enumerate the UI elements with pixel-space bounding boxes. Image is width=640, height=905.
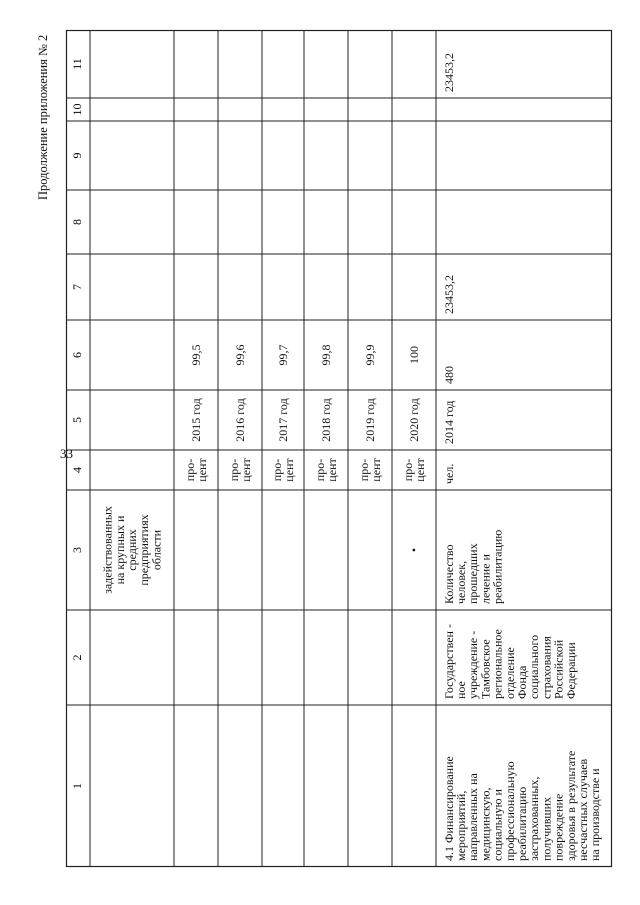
- executor-name: региональное: [490, 629, 505, 699]
- year: [189, 398, 203, 441]
- column-number: 4: [69, 467, 84, 473]
- executor-name: страхования: [539, 636, 554, 699]
- unit: про-: [400, 458, 415, 482]
- column-number: 1: [69, 783, 84, 789]
- year: 2016 год: [233, 398, 247, 442]
- column-number: 5: [69, 417, 84, 423]
- column-number: 7: [69, 284, 84, 290]
- executor-name: учреждение -: [466, 630, 481, 699]
- value: 99,9: [363, 344, 377, 366]
- value: 480: [441, 366, 456, 384]
- event-name: мероприятий,: [453, 790, 468, 861]
- value: 99,5: [189, 344, 203, 366]
- year: 2015 год: [189, 398, 203, 442]
- column-number: 10: [69, 103, 84, 116]
- unit: про-: [312, 458, 327, 482]
- value: [407, 346, 421, 364]
- column-number: 6: [69, 352, 84, 358]
- executor-name: Государствен -: [441, 624, 456, 699]
- executor-name: Федерации: [563, 642, 578, 699]
- event-name: 4.1 Финансирование: [441, 756, 456, 861]
- unit: [270, 458, 296, 482]
- indicator-name: средних: [125, 529, 139, 571]
- funding: 23453,2: [441, 275, 456, 314]
- year: 2017 год: [276, 398, 290, 442]
- unit: про-: [182, 458, 197, 482]
- executor-name: Тамбовское: [478, 639, 493, 699]
- event-name: застрахованных,: [527, 776, 542, 861]
- rotated-table: [66, 30, 612, 867]
- value: 99,6: [233, 344, 247, 366]
- unit: цент: [413, 458, 428, 482]
- unit: цент: [369, 458, 384, 482]
- unit: про-: [356, 458, 371, 482]
- unit: цент: [325, 458, 340, 482]
- executor-name: социального: [527, 634, 542, 699]
- year: [319, 398, 333, 441]
- year: [363, 398, 377, 441]
- year: 2018 год: [319, 398, 333, 442]
- executor-name: ное: [453, 681, 468, 699]
- year: [442, 401, 456, 444]
- unit: чел.: [441, 463, 456, 484]
- page-number: 33: [60, 446, 73, 461]
- value: [276, 345, 290, 366]
- event-name: профессиональную: [502, 761, 517, 861]
- unit: [313, 458, 339, 482]
- indicator-name: на крупных и: [112, 515, 127, 585]
- indicator-name: области: [149, 529, 164, 571]
- value: [233, 345, 247, 366]
- event-name: повреждение: [551, 793, 566, 861]
- executor-name: Российской: [551, 639, 566, 699]
- funding-total: 23453,2: [441, 53, 456, 92]
- indicator-name: [407, 548, 421, 552]
- year: 2019 год: [363, 398, 377, 442]
- executor-name: Фонда: [514, 665, 529, 699]
- year: [407, 398, 421, 441]
- year: 2020 год: [407, 398, 421, 442]
- indicator-name: человек,: [453, 560, 468, 604]
- unit: про-: [226, 458, 241, 482]
- year: [276, 398, 290, 441]
- unit: [442, 464, 456, 484]
- event-name: медицинскую,: [478, 787, 493, 861]
- event-name: реабилитацию: [514, 786, 529, 861]
- year: 2014 год: [441, 400, 456, 444]
- unit: [227, 458, 253, 482]
- unit: цент: [282, 458, 297, 482]
- column-number: 8: [69, 219, 84, 225]
- value: [363, 345, 377, 366]
- event-name: получивших: [539, 796, 554, 861]
- value: 100: [407, 346, 421, 364]
- column-number: 9: [69, 152, 84, 159]
- indicator-name: прошедших: [466, 543, 481, 604]
- event-name: социальную и: [490, 789, 505, 861]
- funding: [442, 275, 456, 314]
- event-name: несчастных случаев: [575, 758, 590, 861]
- indicator-name: Количество: [441, 544, 456, 604]
- unit: [183, 458, 209, 482]
- unit: цент: [195, 458, 210, 482]
- appendix-title: Продолжение приложения № 2: [36, 34, 50, 200]
- column-number: 3: [69, 547, 84, 553]
- value: [442, 366, 456, 384]
- funding-total: [442, 53, 456, 92]
- table-grid: [66, 30, 612, 867]
- indicator-name: [101, 506, 164, 594]
- event-name: здоровья в результате: [563, 750, 578, 861]
- column-number: 2: [69, 654, 84, 661]
- value: [189, 345, 203, 366]
- indicator-name: задействованных: [100, 506, 115, 594]
- unit: цент: [239, 458, 254, 482]
- executor-name: отделение: [502, 647, 517, 699]
- unit: про-: [269, 458, 284, 482]
- column-number: 11: [69, 58, 84, 70]
- unit: [357, 458, 383, 482]
- value: 99,8: [319, 344, 333, 366]
- value: 99,7: [276, 344, 290, 366]
- indicator-name: [442, 530, 505, 604]
- indicator-name: реабилитацию: [490, 529, 505, 604]
- event-name: на производстве и: [588, 768, 603, 861]
- indicator-name: лечение и: [478, 554, 493, 604]
- event-name: [442, 751, 602, 861]
- executor-name: [442, 624, 578, 699]
- indicator-name: •: [407, 547, 421, 553]
- year: [233, 398, 247, 441]
- unit: [401, 458, 427, 482]
- value: [319, 345, 333, 366]
- indicator-name: предприятиях: [137, 514, 152, 586]
- event-name: направленных на: [466, 773, 481, 861]
